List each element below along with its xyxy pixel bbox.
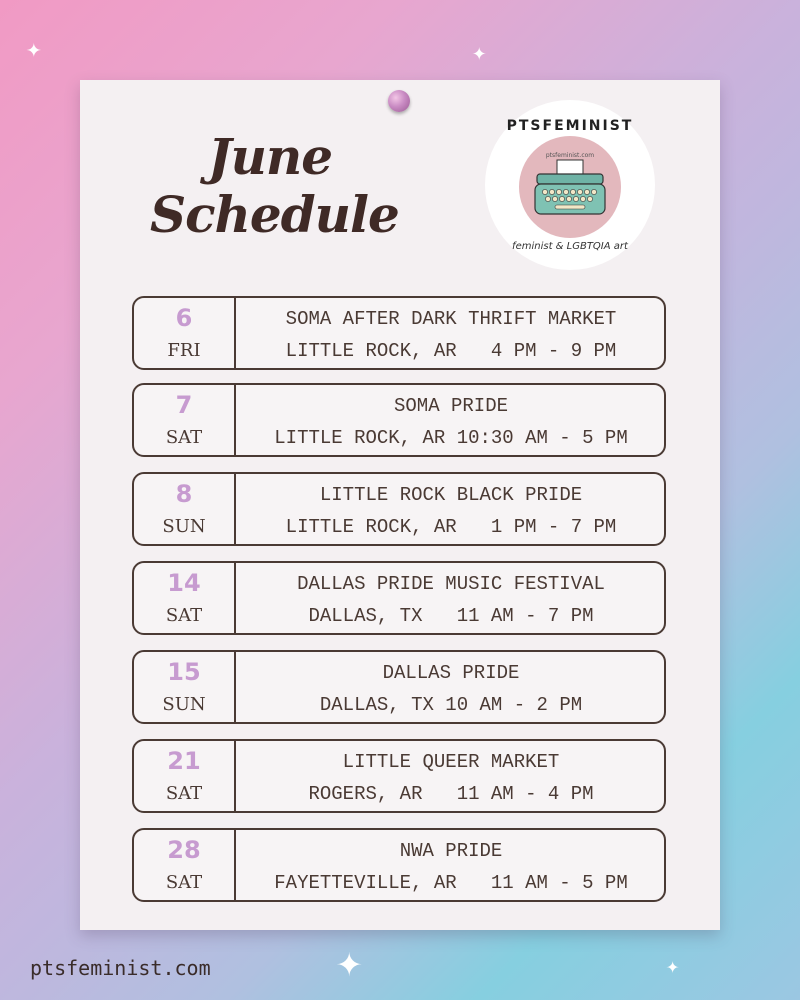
sparkle-icon: ✦ <box>472 38 487 66</box>
day-number: 14 <box>167 569 201 597</box>
weekday: SAT <box>165 783 203 804</box>
logo-tagline: feminist & LGBTQIA art <box>512 241 628 252</box>
weekday: SUN <box>162 694 206 715</box>
event-details: LITTLE ROCK, AR 1 PM - 7 PM <box>285 516 617 538</box>
schedule-row <box>132 828 666 902</box>
event-details: DALLAS, TX 11 AM - 7 PM <box>308 605 594 627</box>
date-cell <box>134 741 236 811</box>
event-details: LITTLE ROCK, AR 10:30 AM - 5 PM <box>274 427 628 449</box>
event-name: NWA PRIDE <box>399 840 503 862</box>
schedule-row <box>132 739 666 813</box>
logo-brand-text: PTSFEMINIST <box>506 118 634 134</box>
brand-logo <box>485 100 655 270</box>
date-cell <box>134 298 236 368</box>
event-name: DALLAS PRIDE MUSIC FESTIVAL <box>297 573 605 595</box>
schedule-row <box>132 561 666 635</box>
title-line-1: June <box>207 127 333 186</box>
date-cell <box>134 474 236 544</box>
event-details: LITTLE ROCK, AR 4 PM - 9 PM <box>285 340 617 362</box>
event-name: SOMA AFTER DARK THRIFT MARKET <box>285 308 617 330</box>
event-details: ROGERS, AR 11 AM - 4 PM <box>308 783 594 805</box>
date-cell <box>134 563 236 633</box>
date-cell <box>134 652 236 722</box>
sparkle-icon: ✦ <box>26 34 42 64</box>
weekday: SUN <box>162 516 206 537</box>
event-details: FAYETTEVILLE, AR 11 AM - 5 PM <box>274 872 628 894</box>
weekday: SAT <box>165 427 203 448</box>
pushpin-icon <box>388 90 410 112</box>
date-cell <box>134 385 236 455</box>
event-name: LITTLE ROCK BLACK PRIDE <box>319 484 583 506</box>
event-name: DALLAS PRIDE <box>382 662 520 684</box>
typewriter-icon <box>519 136 621 238</box>
schedule-row <box>132 383 666 457</box>
day-number: 21 <box>167 747 201 775</box>
logo-badge <box>519 136 621 238</box>
day-number: 15 <box>167 658 201 686</box>
sparkle-icon: ✦ <box>666 954 680 979</box>
event-name: LITTLE QUEER MARKET <box>342 751 560 773</box>
day-number: 6 <box>175 304 193 332</box>
day-number: 7 <box>175 391 193 419</box>
sparkle-icon: ✦ <box>336 936 363 987</box>
title-line-2: Schedule <box>150 185 399 244</box>
event-name: SOMA PRIDE <box>393 395 509 417</box>
page-title <box>150 127 399 244</box>
day-number: 28 <box>167 836 201 864</box>
event-details: DALLAS, TX 10 AM - 2 PM <box>319 694 583 716</box>
weekday: SAT <box>165 605 203 626</box>
schedule-row <box>132 650 666 724</box>
logo-site-text: ptsfeminist.com <box>545 152 595 159</box>
schedule-row <box>132 472 666 546</box>
day-number: 8 <box>175 480 193 508</box>
schedule-row <box>132 296 666 370</box>
weekday: FRI <box>167 340 201 361</box>
weekday: SAT <box>165 872 203 893</box>
date-cell <box>134 830 236 900</box>
website-link[interactable]: ptsfeminist.com <box>30 956 211 980</box>
